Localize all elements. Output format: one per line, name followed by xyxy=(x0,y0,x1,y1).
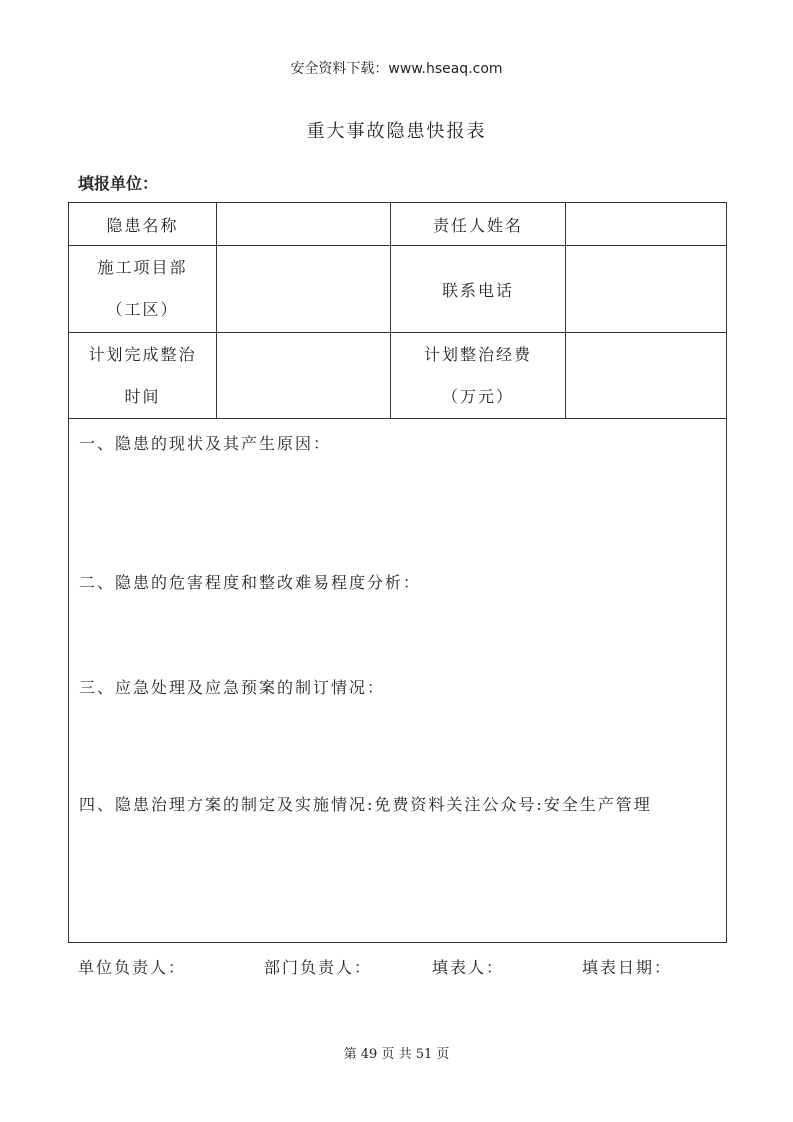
hazard-name-value-cell[interactable] xyxy=(217,203,391,246)
table-row xyxy=(69,203,727,246)
planned-cost-label xyxy=(391,333,566,419)
project-dept-label-line1: 施工项目部 xyxy=(97,258,188,277)
section-current-status: 一、隐患的现状及其产生原因： xyxy=(79,434,332,453)
document-title: 重大事故隐患快报表 xyxy=(306,121,487,142)
planned-cost-value-cell[interactable] xyxy=(566,333,727,419)
contact-phone-label: 联系电话 xyxy=(391,246,566,333)
fill-date-label: 填表日期： xyxy=(582,958,673,977)
responsible-person-value-cell[interactable] xyxy=(566,203,727,246)
project-dept-label-line2: （工区） xyxy=(106,300,179,319)
project-dept-label xyxy=(69,246,217,333)
section-emergency-plan: 三、应急处理及应急预案的制订情况： xyxy=(79,678,386,697)
responsible-person-label: 责任人姓名 xyxy=(391,203,566,246)
table-row xyxy=(69,419,727,943)
table-row xyxy=(69,246,727,333)
table-row xyxy=(69,333,727,419)
planned-completion-label-line2: 时间 xyxy=(124,386,161,406)
planned-cost-label-line1: 计划整治经费 xyxy=(423,344,532,364)
planned-cost-label-line2: （万元） xyxy=(441,386,514,406)
reporting-unit-label: 填报单位： xyxy=(78,174,159,193)
planned-completion-label-line1: 计划完成整治 xyxy=(88,344,197,364)
contact-phone-value-cell[interactable] xyxy=(566,246,727,333)
planned-completion-label xyxy=(69,333,217,419)
unit-head-signature-label: 单位负责人： xyxy=(78,958,187,977)
section-hazard-analysis: 二、隐患的危害程度和整改难易程度分析： xyxy=(79,573,422,592)
hazard-report-table xyxy=(68,202,727,943)
page-number: 第 49 页 共 51 页 xyxy=(343,1047,450,1062)
dept-head-signature-label: 部门负责人： xyxy=(264,958,373,977)
hazard-name-label: 隐患名称 xyxy=(69,203,217,246)
page-header-text: 安全资料下载：www.hseaq.com xyxy=(290,61,503,77)
details-cell[interactable] xyxy=(69,419,727,943)
section-remediation-plan: 四、隐患治理方案的制定及实施情况:免费资料关注公众号:安全生产管理 xyxy=(79,795,652,814)
planned-completion-value-cell[interactable] xyxy=(217,333,391,419)
filler-signature-label: 填表人： xyxy=(432,958,505,977)
project-dept-value-cell[interactable] xyxy=(217,246,391,333)
